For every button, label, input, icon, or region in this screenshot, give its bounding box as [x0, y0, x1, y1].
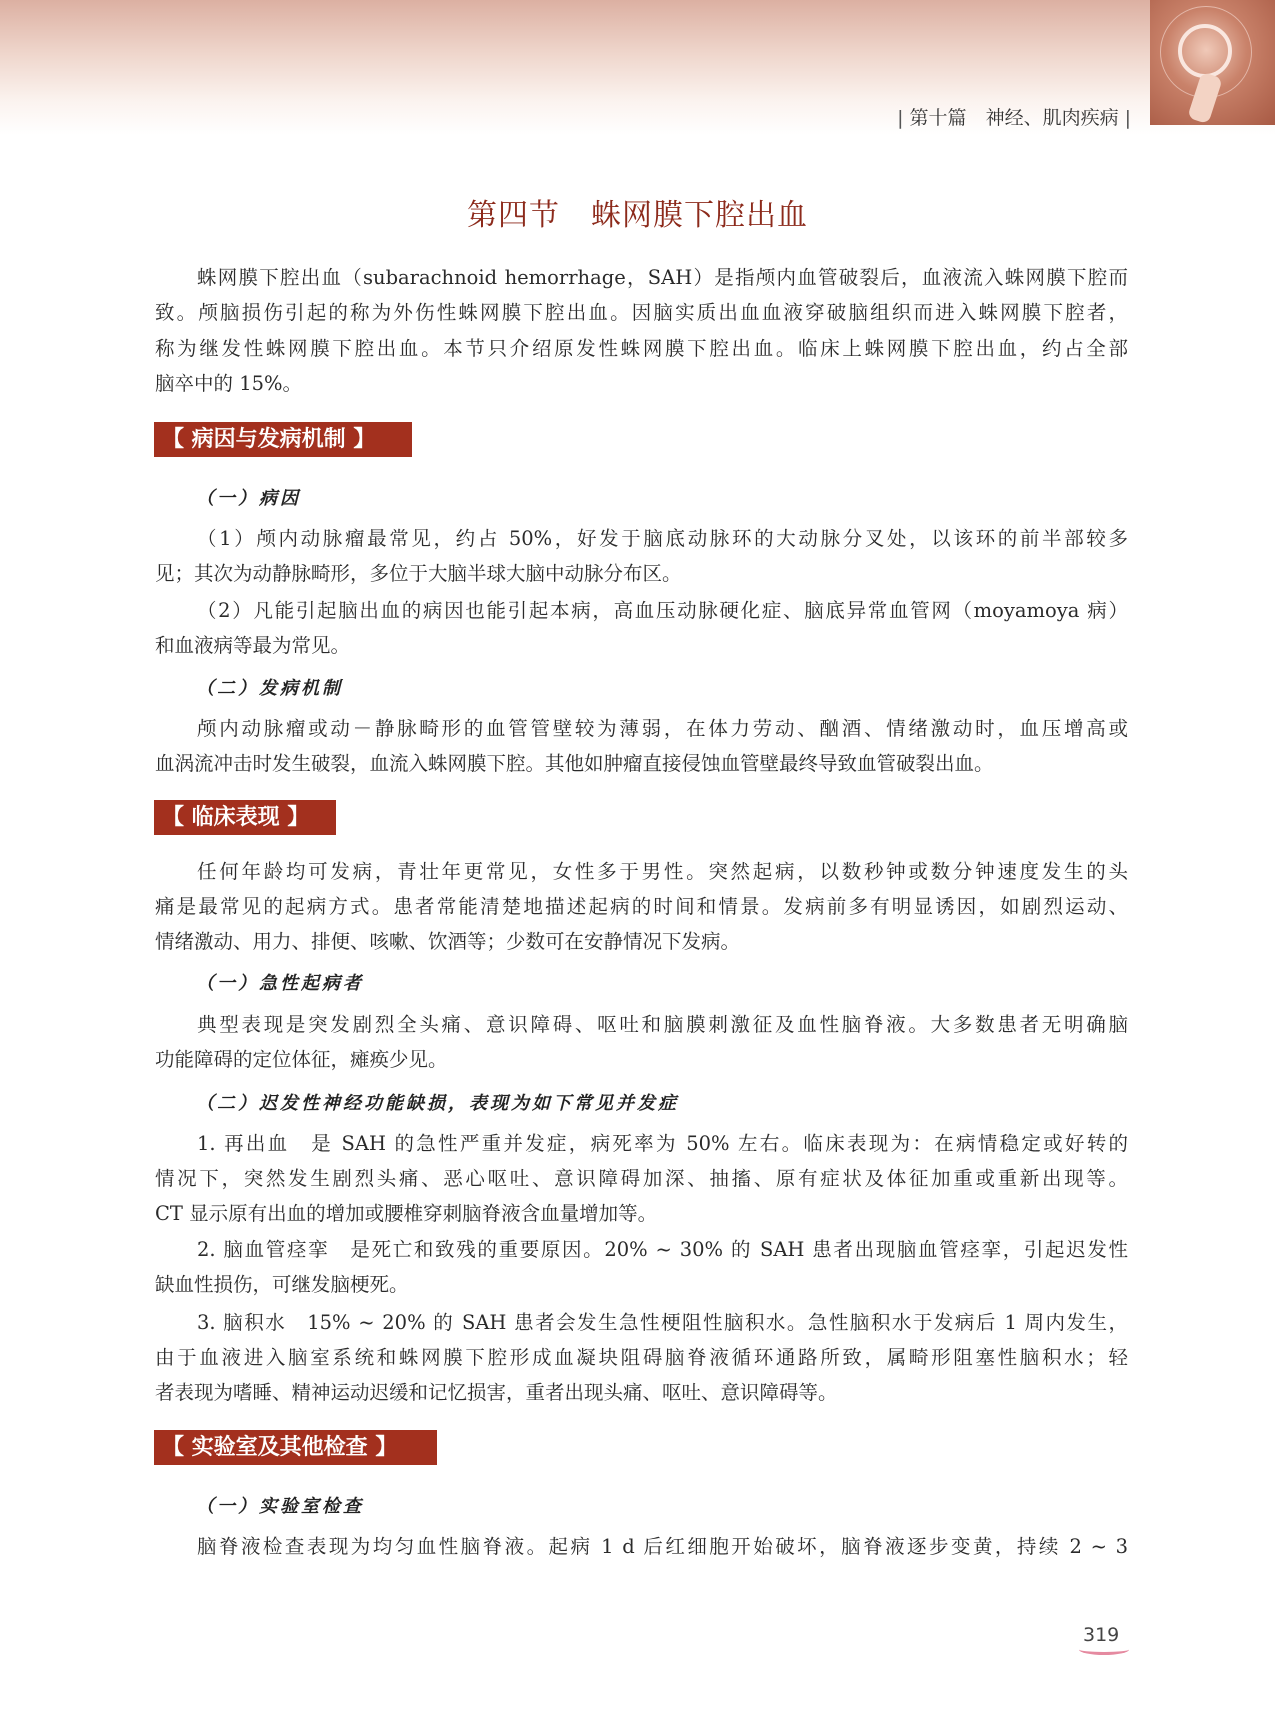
- magnifier-illustration: [1150, 0, 1275, 125]
- acute-paragraph-line: 功能障碍的定位体征，瘫痪少见。: [155, 1048, 448, 1071]
- intro-paragraph-line: 称为继发性蛛网膜下腔出血。本节只介绍原发性蛛网膜下腔出血。临床上蛛网膜下腔出血，约占全部: [155, 337, 1128, 360]
- subheading-mechanism: （二）发病机制: [196, 678, 343, 699]
- intro-paragraph-line: 蛛网膜下腔出血（subarachnoid hemorrhage，SAH）是指颅内血管破裂后，血液流入蛛网膜下腔而: [197, 266, 1128, 289]
- mechanism-paragraph-line: 血涡流冲击时发生破裂，血流入蛛网膜下腔。其他如肿瘤直接侵蚀血管壁最终导致血管破裂出血。: [155, 752, 994, 775]
- intro-paragraph-line: 脑卒中的 15%。: [155, 372, 303, 395]
- page-number-text: 319: [1083, 1624, 1120, 1646]
- clinical-paragraph-line: 任何年龄均可发病，青壮年更常见，女性多于男性。突然起病，以数秒钟或数分钟速度发生的头: [197, 860, 1128, 883]
- heading-clinical: 【 临床表现 】: [154, 800, 336, 835]
- page-number: [1083, 1624, 1119, 1646]
- etiology-paragraph-line: （1）颅内动脉瘤最常见，约占 50%，好发于脑底动脉环的大动脉分叉处，以该环的前半部较多: [197, 527, 1128, 550]
- clinical-paragraph-line: 情绪激动、用力、排便、咳嗽、饮酒等；少数可在安静情况下发病。: [155, 930, 741, 953]
- mechanism-paragraph-line: 颅内动脉瘤或动－静脉畸形的血管管壁较为薄弱，在体力劳动、酗酒、情绪激动时，血压增高或: [197, 717, 1128, 740]
- page-number-swoosh: [1079, 1644, 1129, 1655]
- subheading-cause: （一）病因: [196, 488, 301, 509]
- vasospasm-paragraph-line: 缺血性损伤，可继发脑梗死。: [155, 1273, 409, 1296]
- heading-etiology: 【 病因与发病机制 】: [154, 422, 412, 457]
- etiology-paragraph-line: （2）凡能引起脑出血的病因也能引起本病，高血压动脉硬化症、脑底异常血管网（moyamoya 病）: [197, 599, 1128, 622]
- running-head-title: 神经、肌肉疾病: [985, 107, 1119, 129]
- subheading-delayed: （二）迟发性神经功能缺损，表现为如下常见并发症: [196, 1093, 679, 1114]
- lab-paragraph-line: 脑脊液检查表现为均匀血性脑脊液。起病 1 d 后红细胞开始破坏，脑脊液逐步变黄，持续 2 ~ 3: [197, 1535, 1128, 1558]
- etiology-paragraph-line: 见；其次为动静脉畸形，多位于大脑半球大脑中动脉分布区。: [155, 562, 682, 585]
- section-title: 第四节 蛛网膜下腔出血: [467, 198, 808, 233]
- running-head-part: 第十篇: [909, 107, 967, 129]
- subheading-lab-tests: （一）实验室检查: [196, 1496, 364, 1517]
- rebleeding-paragraph-line: 情况下，突然发生剧烈头痛、恶心呕吐、意识障碍加深、抽搐、原有症状及体征加重或重新出现等。: [155, 1167, 1128, 1190]
- intro-paragraph-line: 致。颅脑损伤引起的称为外伤性蛛网膜下腔出血。因脑实质出血血液穿破脑组织而进入蛛网膜下腔者，: [155, 301, 1128, 324]
- running-head: | 第十篇 神经、肌肉疾病 |: [897, 107, 1131, 129]
- acute-paragraph-line: 典型表现是突发剧烈全头痛、意识障碍、呕吐和脑膜刺激征及血性脑脊液。大多数患者无明确脑: [197, 1013, 1128, 1036]
- heading-lab: 【 实验室及其他检查 】: [154, 1430, 437, 1465]
- hydrocephalus-paragraph-line: 者表现为嗜睡、精神运动迟缓和记忆损害，重者出现头痛、呕吐、意识障碍等。: [155, 1381, 838, 1404]
- etiology-paragraph-line: 和血液病等最为常见。: [155, 634, 351, 657]
- rebleeding-paragraph-line: CT 显示原有出血的增加或腰椎穿刺脑脊液含血量增加等。: [155, 1202, 658, 1225]
- rebleeding-paragraph-line: 1. 再出血 是 SAH 的急性严重并发症，病死率为 50% 左右。临床表现为：在病情稳定或好转的: [197, 1132, 1128, 1155]
- subheading-acute: （一）急性起病者: [196, 973, 364, 994]
- clinical-paragraph-line: 痛是最常见的起病方式。患者常能清楚地描述起病的时间和情景。发病前多有明显诱因，如剧烈运动、: [155, 895, 1128, 918]
- hydrocephalus-paragraph-line: 由于血液进入脑室系统和蛛网膜下腔形成血凝块阻碍脑脊液循环通路所致，属畸形阻塞性脑积水；轻: [155, 1346, 1128, 1369]
- vasospasm-paragraph-line: 2. 脑血管痉挛 是死亡和致残的重要原因。20% ~ 30% 的 SAH 患者出现脑血管痉挛，引起迟发性: [197, 1238, 1128, 1261]
- magnifier-lens-icon: [1178, 24, 1232, 78]
- hydrocephalus-paragraph-line: 3. 脑积水 15% ~ 20% 的 SAH 患者会发生急性梗阻性脑积水。急性脑积水于发病后 1 周内发生，: [197, 1311, 1128, 1334]
